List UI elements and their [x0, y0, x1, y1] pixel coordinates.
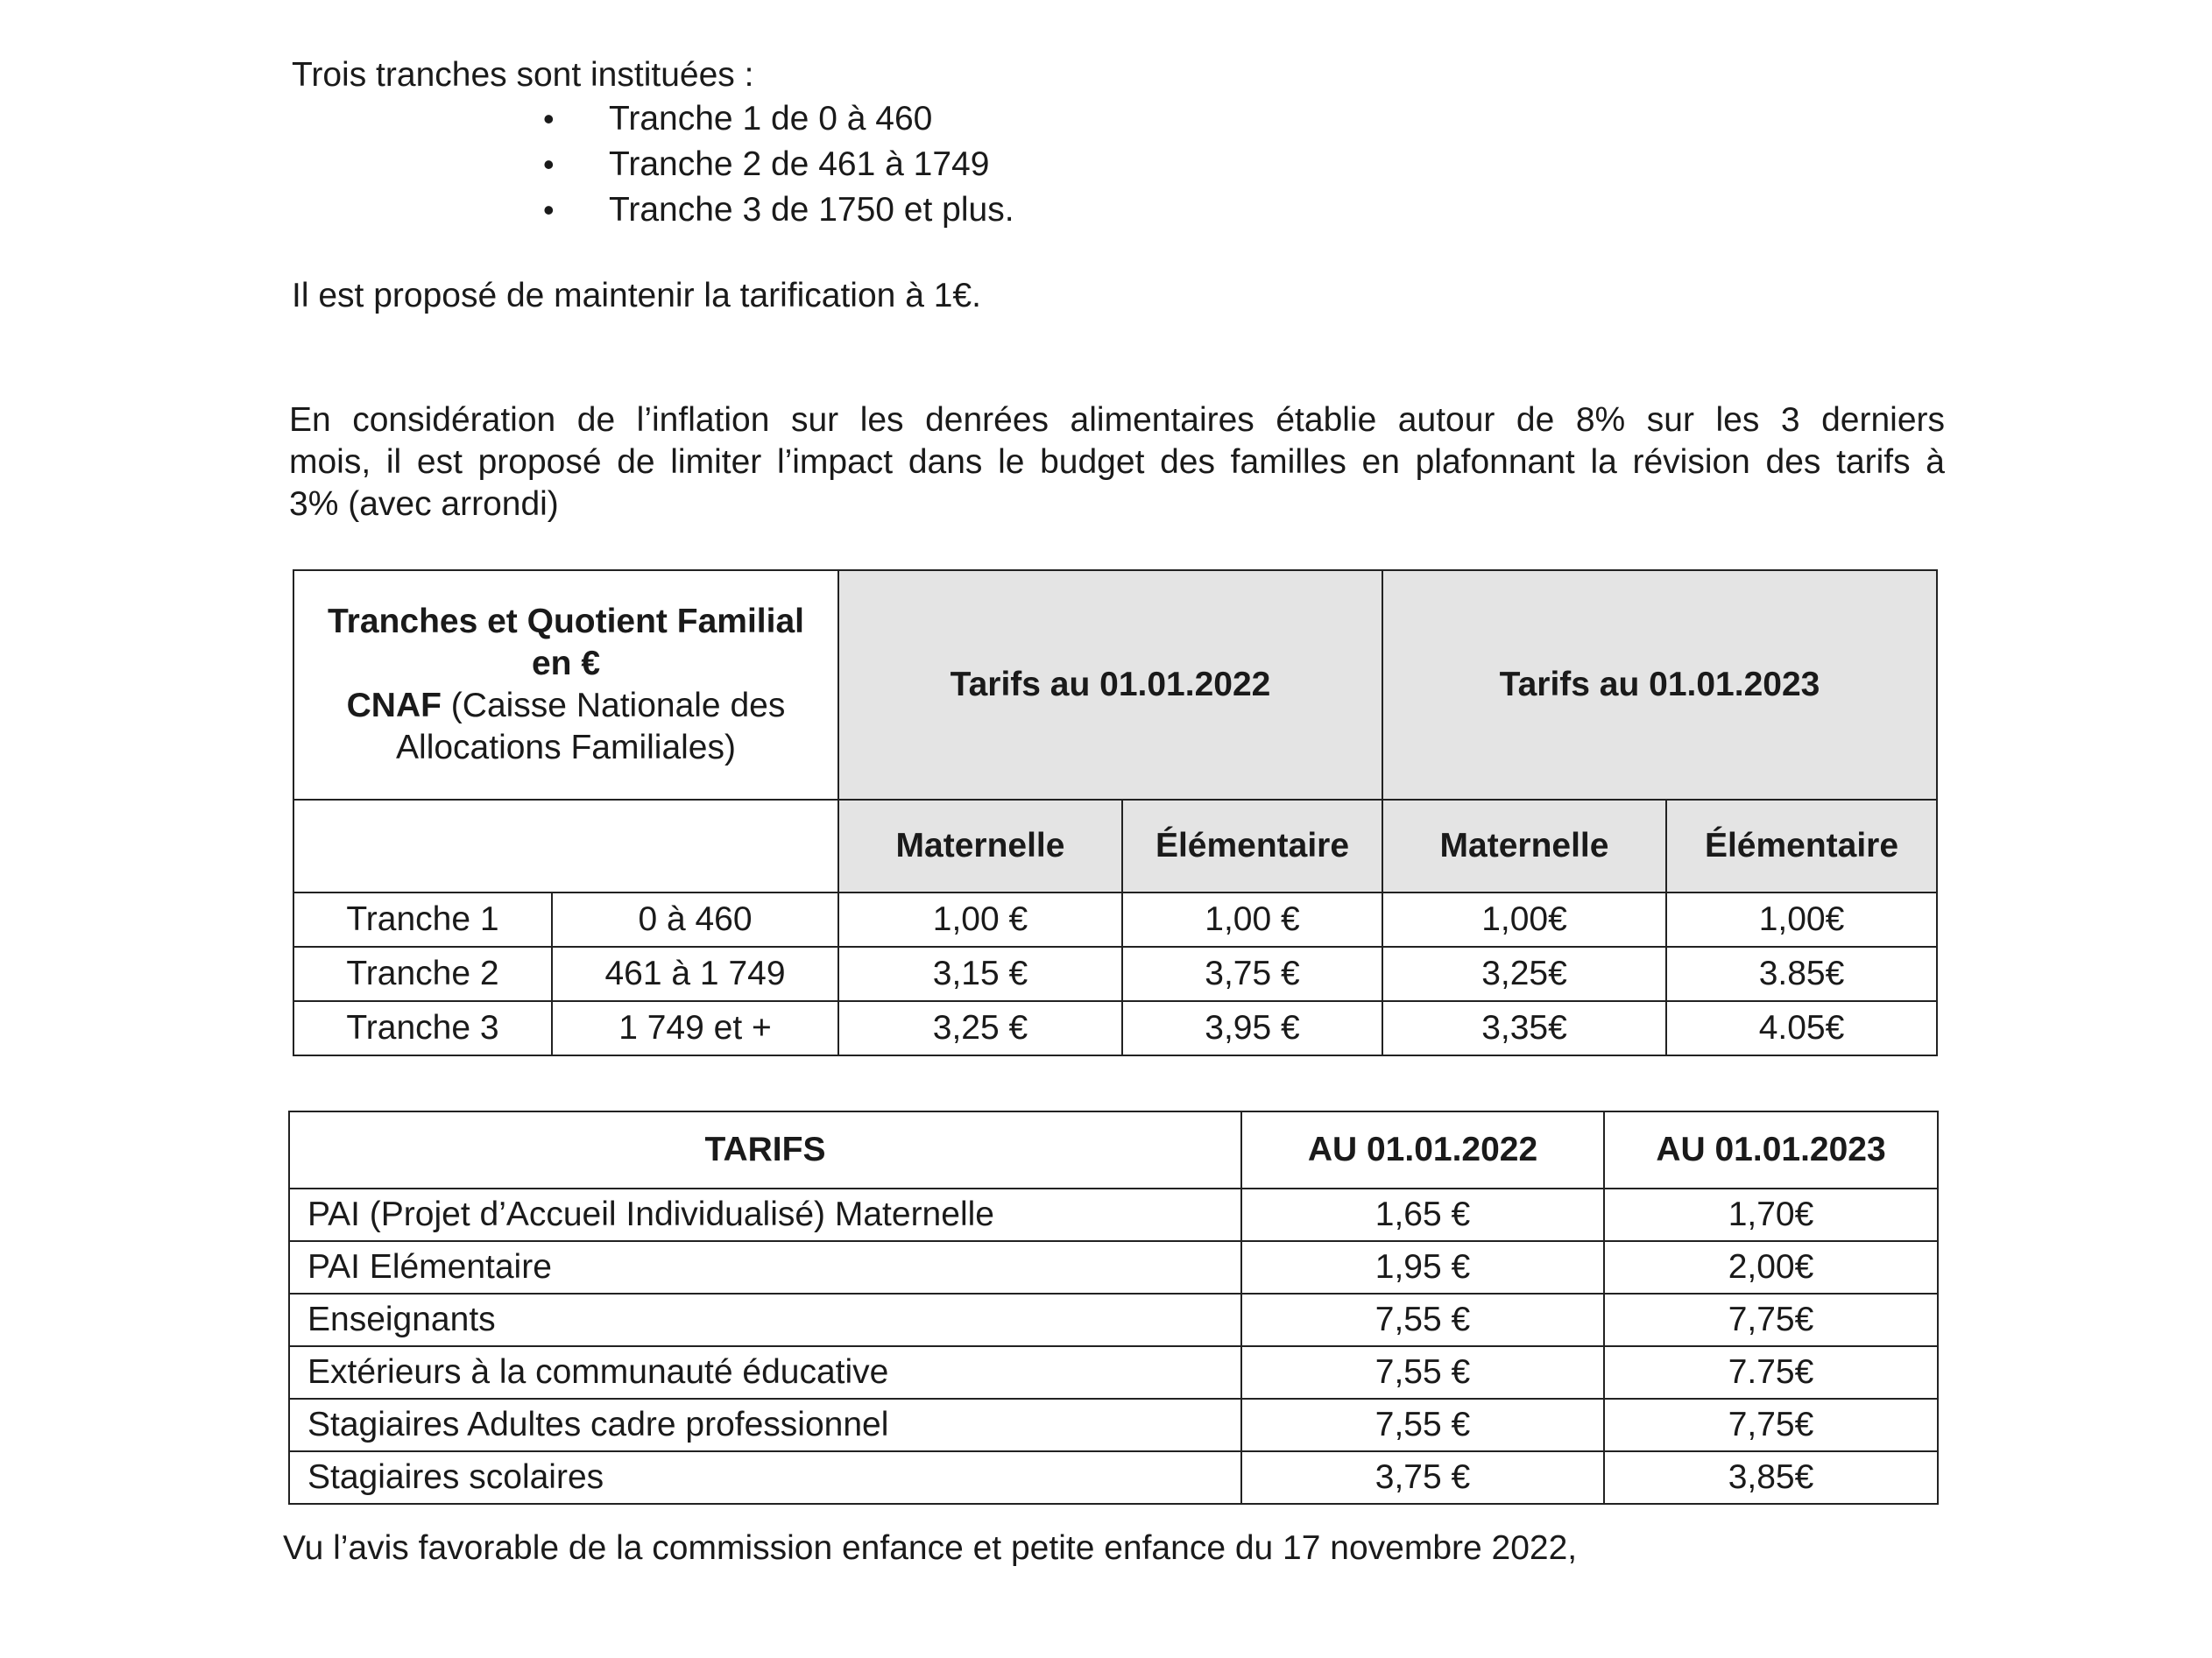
paragraph-line: mois, il est proposé de limiter l’impact dans le budget des familles en plafonnant la révision des tarifs à [289, 443, 1945, 481]
col-tarifs-2023: Tarifs au 01.01.2023 [1382, 570, 1937, 800]
empty-cell [293, 800, 838, 892]
price-cell: 3,25 € [838, 1001, 1122, 1055]
header-line: Tranches et Quotient Familial [328, 603, 804, 640]
header-cnaf-rest: (Caisse Nationale des [441, 687, 786, 724]
price-cell: 3,75 € [1241, 1451, 1604, 1504]
price-cell: 1,00 € [838, 892, 1122, 947]
tarif-text: Il est proposé de maintenir la tarification à 1€. [292, 277, 981, 314]
sub-maternelle-2022: Maternelle [838, 800, 1122, 892]
paragraph-line: 3% (avec arrondi) [289, 485, 559, 523]
range-cell: 1 749 et + [552, 1001, 838, 1055]
tranches-header [293, 570, 838, 800]
inflation-paragraph [289, 399, 1945, 526]
label-cell: PAI Elémentaire [289, 1241, 1241, 1294]
price-cell: 1,95 € [1241, 1241, 1604, 1294]
price-cell: 3,75 € [1122, 947, 1382, 1001]
paragraph-line: En considération de l’inflation sur les denrées alimentaires établie autour de 8% sur les 3 derniers [289, 401, 1945, 439]
price-cell: 7,75€ [1604, 1294, 1938, 1346]
tarifs-tranches-table [293, 569, 1938, 1056]
price-cell: 1,70€ [1604, 1189, 1938, 1241]
table-row [289, 1451, 1938, 1504]
price-cell: 1,65 € [1241, 1189, 1604, 1241]
price-cell: 1,00€ [1382, 892, 1666, 947]
list-item: • Tranche 1 de 0 à 460 [543, 96, 1014, 142]
label-cell: Stagiaires Adultes cadre professionnel [289, 1399, 1241, 1451]
list-item: • Tranche 2 de 461 à 1749 [543, 142, 1014, 187]
sub-elementaire-2023: Élémentaire [1666, 800, 1937, 892]
price-cell: 7,55 € [1241, 1294, 1604, 1346]
table-row [289, 1399, 1938, 1451]
footer-text: Vu l’avis favorable de la commission enfance et petite enfance du 17 novembre 2022, [283, 1529, 1578, 1567]
table-row [293, 892, 1937, 947]
header-line: en € [531, 645, 601, 682]
range-cell: 0 à 460 [552, 892, 838, 947]
price-cell: 3.85€ [1666, 947, 1937, 1001]
price-cell: 2,00€ [1604, 1241, 1938, 1294]
price-cell: 3,95 € [1122, 1001, 1382, 1055]
table-row [289, 1294, 1938, 1346]
range-cell: 461 à 1 749 [552, 947, 838, 1001]
label-cell: Extérieurs à la communauté éducative [289, 1346, 1241, 1399]
table-row [293, 947, 1937, 1001]
table-row [289, 1346, 1938, 1399]
price-cell: 3,15 € [838, 947, 1122, 1001]
table-row [289, 1241, 1938, 1294]
price-cell: 1,00€ [1666, 892, 1937, 947]
col-tarifs: TARIFS [289, 1111, 1241, 1189]
tranche-cell: Tranche 2 [293, 947, 552, 1001]
tranches-list [543, 96, 1014, 233]
price-cell: 7.75€ [1604, 1346, 1938, 1399]
col-au-2023: AU 01.01.2023 [1604, 1111, 1938, 1189]
header-line: Allocations Familiales) [396, 729, 736, 766]
price-cell: 7,55 € [1241, 1346, 1604, 1399]
sub-elementaire-2022: Élémentaire [1122, 800, 1382, 892]
table-row [293, 1001, 1937, 1055]
price-cell: 4.05€ [1666, 1001, 1937, 1055]
tarifs-other-table [288, 1111, 1939, 1505]
label-cell: PAI (Projet d’Accueil Individualisé) Maternelle [289, 1189, 1241, 1241]
list-item: • Tranche 3 de 1750 et plus. [543, 187, 1014, 233]
header-cnaf: CNAF [346, 687, 442, 724]
tranche-cell: Tranche 1 [293, 892, 552, 947]
table-row [289, 1189, 1938, 1241]
price-cell: 3,35€ [1382, 1001, 1666, 1055]
price-cell: 3,85€ [1604, 1451, 1938, 1504]
col-au-2022: AU 01.01.2022 [1241, 1111, 1604, 1189]
label-cell: Stagiaires scolaires [289, 1451, 1241, 1504]
price-cell: 7,75€ [1604, 1399, 1938, 1451]
price-cell: 3,25€ [1382, 947, 1666, 1001]
sub-maternelle-2023: Maternelle [1382, 800, 1666, 892]
intro-text: Trois tranches sont instituées : [292, 56, 754, 94]
tranche-cell: Tranche 3 [293, 1001, 552, 1055]
col-tarifs-2022: Tarifs au 01.01.2022 [838, 570, 1382, 800]
price-cell: 1,00 € [1122, 892, 1382, 947]
price-cell: 7,55 € [1241, 1399, 1604, 1451]
label-cell: Enseignants [289, 1294, 1241, 1346]
